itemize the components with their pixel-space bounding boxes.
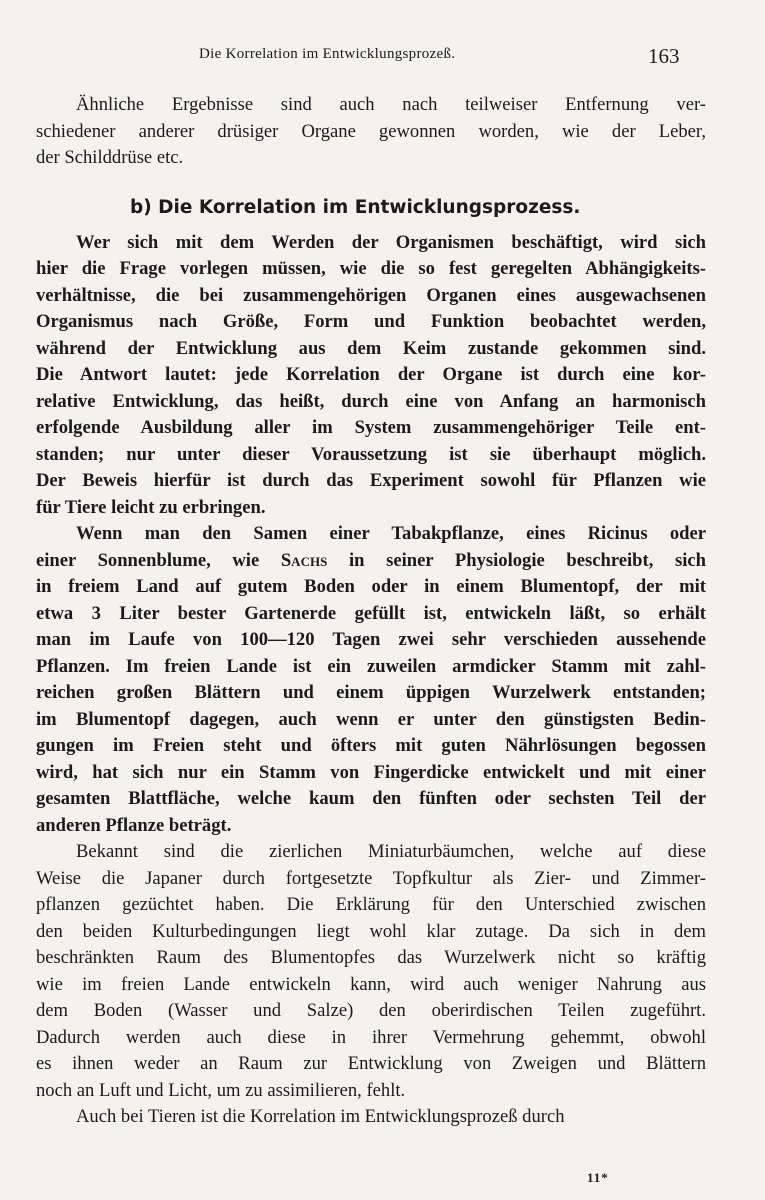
text-line: Wenn man den Samen einer Tabakpflanze, eines Ricinus oder [76,523,706,544]
text-line: den beiden Kulturbedingungen liegt wohl klar zutage. Da sich in dem [36,920,706,942]
text-line: Bekannt sind die zierlichen Miniaturbäumchen, welche auf diese [76,841,706,862]
page-number: 163 [648,44,680,68]
paragraph-p4 [36,839,706,1104]
section-heading: b) Die Korrelation im Entwicklungsprozess. [130,196,581,218]
text-line: im Blumentopf dagegen, auch wenn er unter den günstigsten Bedin- [36,708,706,730]
text-line: standen; nur unter dieser Voraussetzung ist sie überhaupt möglich. [36,443,706,465]
text-line: einer Sonnenblume, wie Sachs in seiner Physiologie beschreibt, sich [36,549,706,571]
text-line: Ähnliche Ergebnisse sind auch nach teilweiser Entfernung ver- [76,94,706,115]
text-line: noch an Luft und Licht, um zu assimilieren, fehlt. [36,1079,406,1101]
text-line: Auch bei Tieren ist die Korrelation im Entwicklungsprozeß durch [76,1106,565,1127]
signature-mark: 11* [587,1170,609,1185]
text-line: man im Laufe von 100—120 Tagen zwei sehr verschieden aussehende [36,629,706,650]
text-line: reichen großen Blättern und einem üppigen Wurzelwerk entstanden; [36,682,706,703]
text-line: Pflanzen. Im freien Lande ist ein zuweilen armdicker Stamm mit zahl- [36,655,706,677]
running-head [0,44,765,74]
text-line: der Schilddrüse etc. [36,147,184,168]
text-line: verhältnisse, die bei zusammengehörigen Organen eines ausgewachsenen [36,284,706,306]
text-line: gungen im Freien steht und öfters mit guten Nährlösungen begossen [36,735,706,756]
text-line: Die Antwort lautet: jede Korrelation der Organe ist durch eine kor- [36,364,706,385]
text-line: Der Beweis hierfür ist durch das Experiment sowohl für Pflanzen wie [36,470,706,491]
text-line: pflanzen gezüchtet haben. Die Erklärung für den Unterschied zwischen [36,894,706,915]
text-line: relative Entwicklung, das heißt, durch eine von Anfang an harmonisch [36,390,706,412]
text-line: Weise die Japaner durch fortgesetzte Topfkultur als Zier- und Zimmer- [36,867,706,889]
text-line: in freiem Land auf gutem Boden oder in einem Blumentopf, der mit [36,576,706,597]
paragraph-p5 [36,1104,706,1131]
text-line: wird, hat sich nur ein Stamm von Fingerdicke entwickelt und mit einer [36,761,706,783]
text-line: es ihnen weder an Raum zur Entwicklung von Zweigen und Blättern [36,1053,706,1074]
text-line: anderen Pflanze beträgt. [36,814,232,836]
text-line: schiedener anderer drüsiger Organe gewonnen worden, wie der Leber, [36,120,706,142]
text-line: dem Boden (Wasser und Salze) den oberirdischen Teilen zugeführt. [36,1000,706,1021]
text-line: gesamten Blattfläche, welche kaum den fünften oder sechsten Teil der [36,788,706,809]
author-name: Sachs [280,549,328,571]
text-line: Dadurch werden auch diese in ihrer Vermehrung gehemmt, obwohl [36,1026,706,1048]
paragraph-p2 [36,230,706,522]
text-line: beschränkten Raum des Blumentopfes das Wurzelwerk nicht so kräftig [36,947,706,968]
text-line: erfolgende Ausbildung aller im System zusammengehöriger Teile ent- [36,417,706,438]
text-line: für Tiere leicht zu erbringen. [36,496,266,518]
text-line: etwa 3 Liter bester Gartenerde gefüllt ist, entwickeln läßt, so erhält [36,602,706,624]
text-line: Wer sich mit dem Werden der Organismen beschäftigt, wird sich [76,231,706,253]
body-text [36,92,706,1131]
paragraph-p3 [36,521,706,839]
text-line: Organismus nach Größe, Form und Funktion beobachtet werden, [36,311,706,332]
text-line: hier die Frage vorlegen müssen, wie die so fest geregelten Abhängigkeits- [36,258,706,279]
text-line: während der Entwicklung aus dem Keim zustande gekommen sind. [36,337,706,359]
running-title: Die Korrelation im Entwicklungsprozeß. [199,46,456,62]
text-line: wie im freien Lande entwickeln kann, wird auch weniger Nahrung aus [36,973,706,995]
paragraph-p1 [36,92,706,172]
